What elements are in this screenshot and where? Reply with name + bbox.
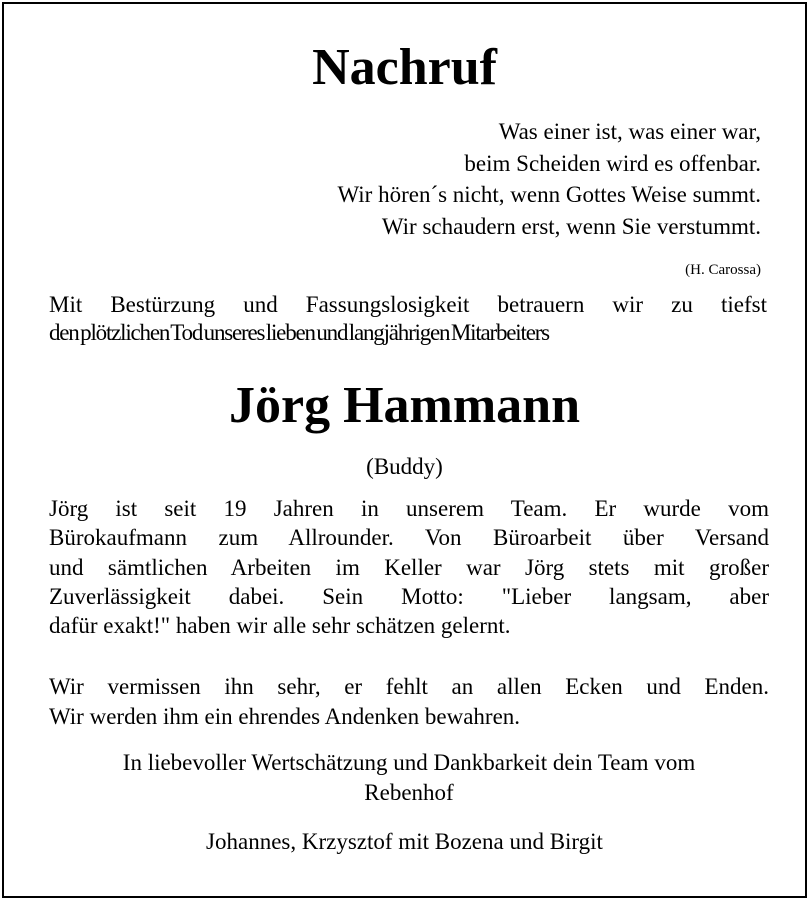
poem-line: beim Scheiden wird es offenbar.	[464, 150, 761, 176]
poem-verse	[201, 116, 761, 242]
closing-paragraph	[49, 748, 769, 808]
signatures: Johannes, Krzysztof mit Bozena und Birgit	[206, 829, 603, 854]
obituary-notice	[2, 2, 807, 898]
deceased-nickname: (Buddy)	[366, 454, 443, 479]
bio-line: dafür exakt!" haben wir alle sehr schätzen gelernt.	[49, 613, 511, 639]
notice-title: Nachruf	[312, 39, 497, 96]
bio-line: und sämtlichen Arbeiten im Keller war Jörg stets mit großer	[49, 554, 769, 580]
closing-line: Rebenhof	[364, 780, 454, 805]
poem-line: Was einer ist, was einer war,	[498, 119, 761, 144]
closing-line: In liebevoller Wertschätzung und Dankbarkeit dein Team vom	[122, 750, 696, 775]
intro-line: den plötzlichen Tod unseres lieben und langjährigen Mitarbeiters	[49, 320, 549, 345]
intro-line: Mit Bestürzung und Fassungslosigkeit betrauern wir zu tiefst	[49, 292, 767, 317]
intro-paragraph	[49, 291, 767, 347]
farewell-line: Wir vermissen ihn sehr, er fehlt an allen Ecken und Enden.	[49, 674, 769, 699]
poem-attribution: (H. Carossa)	[685, 262, 761, 278]
deceased-name: Jörg Hammann	[229, 377, 580, 434]
poem-line: Wir hören´s nicht, wenn Gottes Weise summt.	[337, 182, 761, 207]
poem-line: Wir schaudern erst, wenn Sie verstummt.	[381, 213, 761, 239]
bio-line: Jörg ist seit 19 Jahren in unserem Team. Er wurde vom	[49, 496, 769, 521]
bio-paragraph	[49, 494, 769, 640]
farewell-paragraph	[49, 672, 769, 732]
bio-line: Zuverlässigkeit dabei. Sein Motto: "Lieber langsam, aber	[49, 583, 769, 609]
bio-line: Bürokaufmann zum Allrounder. Von Büroarbeit über Versand	[49, 525, 769, 551]
farewell-line: Wir werden ihm ein ehrendes Andenken bewahren.	[49, 704, 521, 729]
